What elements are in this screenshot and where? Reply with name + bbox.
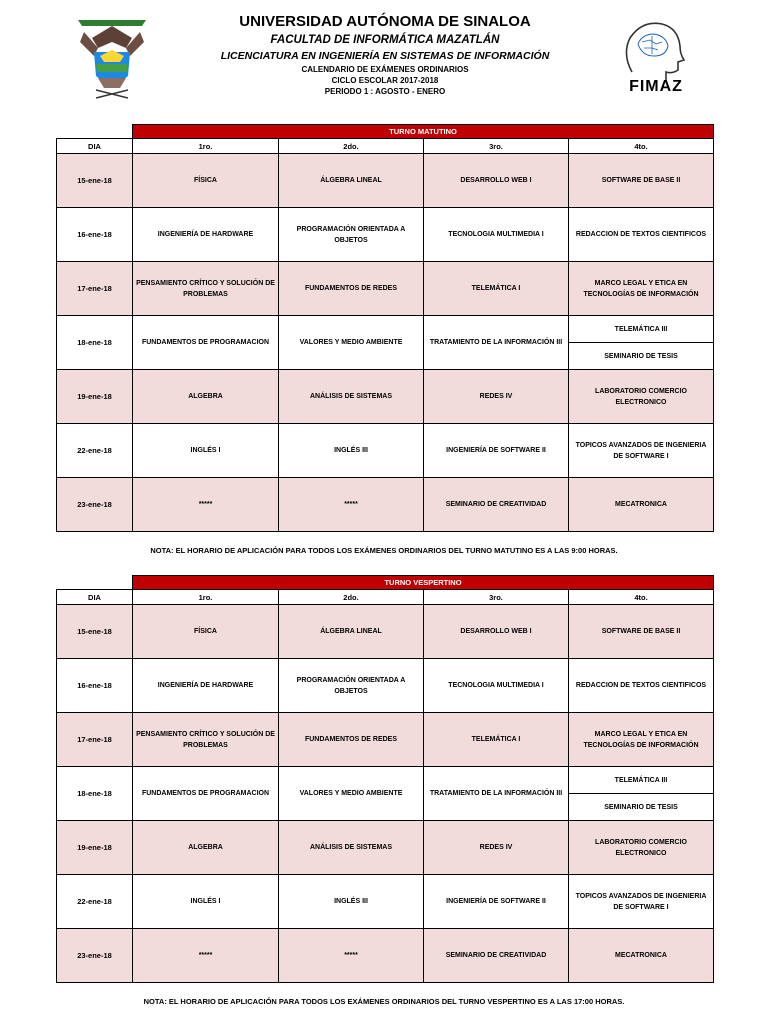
table-row xyxy=(57,478,714,532)
table-row xyxy=(57,875,714,929)
row-date: 22-ene-18 xyxy=(57,875,133,929)
subject-cell: FUNDAMENTOS DE REDES xyxy=(279,713,424,767)
col-header-1: 1ro. xyxy=(133,590,279,605)
fimaz-logo-text: FIMAZ xyxy=(629,78,683,95)
subject-cell: FÍSICA xyxy=(133,605,279,659)
table-row xyxy=(57,316,714,343)
subject-cell: MECATRONICA xyxy=(569,478,714,532)
subject-cell: INGENIERÍA DE HARDWARE xyxy=(133,659,279,713)
subject-cell: ÁLGEBRA LINEAL xyxy=(279,154,424,208)
header-titles xyxy=(160,12,610,97)
subject-cell: SOFTWARE DE BASE II xyxy=(569,154,714,208)
subject-cell: ANÁLISIS DE SISTEMAS xyxy=(279,370,424,424)
col-header-1: 1ro. xyxy=(133,139,279,154)
subject-cell: VALORES Y MEDIO AMBIENTE xyxy=(279,316,424,370)
row-date: 23-ene-18 xyxy=(57,478,133,532)
subject-cell: INGENIERÍA DE SOFTWARE II xyxy=(424,424,569,478)
row-date: 23-ene-18 xyxy=(57,929,133,983)
cycle-title: CICLO ESCOLAR 2017-2018 xyxy=(331,76,439,85)
subject-cell: TRATAMIENTO DE LA INFORMACIÓN III xyxy=(424,767,569,821)
degree-title: LICENCIATURA EN INGENIERÍA EN SISTEMAS DE INFORMACIÓN xyxy=(220,50,550,62)
subject-cell: ***** xyxy=(279,478,424,532)
subject-cell: ALGEBRA xyxy=(133,821,279,875)
col-header-2: 2do. xyxy=(279,590,424,605)
turn-header-evening: TURNO VESPERTINO xyxy=(133,576,714,590)
subject-cell: ALGEBRA xyxy=(133,370,279,424)
col-header-4: 4to. xyxy=(569,590,714,605)
table-row xyxy=(57,659,714,713)
subject-cell: PENSAMIENTO CRÍTICO Y SOLUCIÓN DE PROBLEMAS xyxy=(133,262,279,316)
document-header xyxy=(0,0,768,118)
col-header-3: 3ro. xyxy=(424,590,569,605)
subject-cell: INGLÉS I xyxy=(133,424,279,478)
subject-cell: TOPICOS AVANZADOS DE INGENIERIA DE SOFTWARE I xyxy=(569,424,714,478)
subject-cell: TELEMÁTICA I xyxy=(424,713,569,767)
subject-cell: INGENIERÍA DE HARDWARE xyxy=(133,208,279,262)
subject-cell: ***** xyxy=(279,929,424,983)
row-date: 15-ene-18 xyxy=(57,605,133,659)
subject-cell: ÁLGEBRA LINEAL xyxy=(279,605,424,659)
subject-cell: SEMINARIO DE TESIS xyxy=(569,794,714,821)
table-row xyxy=(57,767,714,794)
subject-cell: SEMINARIO DE CREATIVIDAD xyxy=(424,929,569,983)
subject-cell: ***** xyxy=(133,478,279,532)
subject-cell: MARCO LEGAL Y ETICA EN TECNOLOGÍAS DE INFORMACIÓN xyxy=(569,713,714,767)
subject-cell: INGENIERÍA DE SOFTWARE II xyxy=(424,875,569,929)
row-date: 16-ene-18 xyxy=(57,208,133,262)
period-title: PERIODO 1 : AGOSTO - ENERO xyxy=(324,87,446,96)
table-row xyxy=(57,929,714,983)
subject-cell: MARCO LEGAL Y ETICA EN TECNOLOGÍAS DE INFORMACIÓN xyxy=(569,262,714,316)
morning-note: NOTA: EL HORARIO DE APLICACIÓN PARA TODOS LOS EXÁMENES ORDINARIOS DEL TURNO MATUTINO ES A LAS 9:00 HORAS. xyxy=(150,546,618,555)
row-date: 19-ene-18 xyxy=(57,821,133,875)
table-row xyxy=(57,424,714,478)
subject-cell: REDACCION DE TEXTOS CIENTIFICOS xyxy=(569,659,714,713)
table-row xyxy=(57,605,714,659)
col-header-2: 2do. xyxy=(279,139,424,154)
table-row xyxy=(57,262,714,316)
subject-cell: FUNDAMENTOS DE REDES xyxy=(279,262,424,316)
calendar-title: CALENDARIO DE EXÁMENES ORDINARIOS xyxy=(301,65,469,74)
university-title: UNIVERSIDAD AUTÓNOMA DE SINALOA xyxy=(239,13,531,30)
subject-cell: INGLÉS III xyxy=(279,875,424,929)
subject-cell: DESARROLLO WEB I xyxy=(424,605,569,659)
subject-cell: TOPICOS AVANZADOS DE INGENIERIA DE SOFTWARE I xyxy=(569,875,714,929)
table-row xyxy=(57,821,714,875)
subject-cell: TECNOLOGIA MULTIMEDIA I xyxy=(424,659,569,713)
subject-cell: PROGRAMACIÓN ORIENTADA A OBJETOS xyxy=(279,659,424,713)
morning-schedule-table xyxy=(56,124,714,532)
faculty-title: FACULTAD DE INFORMÁTICA MAZATLÁN xyxy=(270,34,500,46)
subject-cell: FUNDAMENTOS DE PROGRAMACION xyxy=(133,767,279,821)
col-header-day: DIA xyxy=(57,139,133,154)
subject-cell: INGLÉS III xyxy=(279,424,424,478)
uas-crest-logo-icon xyxy=(72,12,152,100)
subject-cell: TRATAMIENTO DE LA INFORMACIÓN III xyxy=(424,316,569,370)
row-date: 17-ene-18 xyxy=(57,262,133,316)
subject-cell: TELEMÁTICA III xyxy=(569,316,714,343)
table-row xyxy=(57,154,714,208)
evening-note: NOTA: EL HORARIO DE APLICACIÓN PARA TODOS LOS EXÁMENES ORDINARIOS DEL TURNO VESPERTINO ES A LAS 17:00 HORAS. xyxy=(143,997,625,1006)
turn-header-morning: TURNO MATUTINO xyxy=(133,125,714,139)
subject-cell: REDES IV xyxy=(424,821,569,875)
subject-cell: INGLÉS I xyxy=(133,875,279,929)
subject-cell: REDACCION DE TEXTOS CIENTIFICOS xyxy=(569,208,714,262)
subject-cell: LABORATORIO COMERCIO ELECTRONICO xyxy=(569,370,714,424)
subject-cell: FUNDAMENTOS DE PROGRAMACION xyxy=(133,316,279,370)
row-date: 19-ene-18 xyxy=(57,370,133,424)
subject-cell: LABORATORIO COMERCIO ELECTRONICO xyxy=(569,821,714,875)
subject-cell: ANÁLISIS DE SISTEMAS xyxy=(279,821,424,875)
subject-cell: MECATRONICA xyxy=(569,929,714,983)
col-header-day: DIA xyxy=(57,590,133,605)
row-date: 16-ene-18 xyxy=(57,659,133,713)
evening-schedule-table xyxy=(56,575,714,983)
subject-cell: SOFTWARE DE BASE II xyxy=(569,605,714,659)
subject-cell: ***** xyxy=(133,929,279,983)
row-date: 18-ene-18 xyxy=(57,316,133,370)
subject-cell: FÍSICA xyxy=(133,154,279,208)
table-row xyxy=(57,208,714,262)
table-row xyxy=(57,713,714,767)
subject-cell: VALORES Y MEDIO AMBIENTE xyxy=(279,767,424,821)
row-date: 15-ene-18 xyxy=(57,154,133,208)
subject-cell: DESARROLLO WEB I xyxy=(424,154,569,208)
subject-cell: TELEMÁTICA I xyxy=(424,262,569,316)
col-header-3: 3ro. xyxy=(424,139,569,154)
subject-cell: TECNOLOGIA MULTIMEDIA I xyxy=(424,208,569,262)
subject-cell: REDES IV xyxy=(424,370,569,424)
col-header-4: 4to. xyxy=(569,139,714,154)
subject-cell: PENSAMIENTO CRÍTICO Y SOLUCIÓN DE PROBLEMAS xyxy=(133,713,279,767)
subject-cell: SEMINARIO DE CREATIVIDAD xyxy=(424,478,569,532)
table-row xyxy=(57,370,714,424)
row-date: 17-ene-18 xyxy=(57,713,133,767)
subject-cell: PROGRAMACIÓN ORIENTADA A OBJETOS xyxy=(279,208,424,262)
subject-cell: SEMINARIO DE TESIS xyxy=(569,343,714,370)
subject-cell: TELEMÁTICA III xyxy=(569,767,714,794)
row-date: 22-ene-18 xyxy=(57,424,133,478)
row-date: 18-ene-18 xyxy=(57,767,133,821)
